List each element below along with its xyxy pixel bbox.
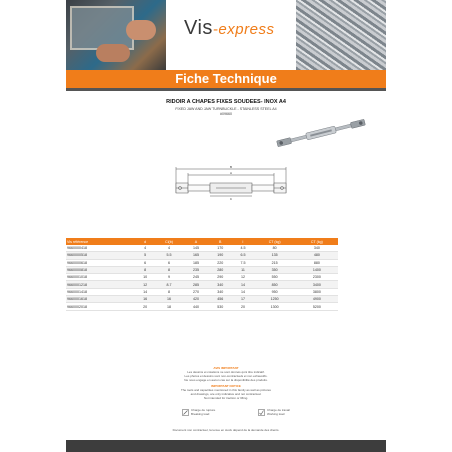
legend-label: Breaking load (191, 412, 210, 416)
notice-line: Ne nous engage en aucun cas sur la disponibilité des produits. (184, 378, 268, 382)
table-cell: 14 (232, 288, 253, 295)
table-cell: 6.5 (232, 252, 253, 259)
legend-breaking-load (182, 408, 215, 416)
legend-label: Working load (267, 412, 285, 416)
table-cell: 285 (184, 281, 208, 288)
table-cell: 6 (136, 259, 154, 266)
table-cell: 14 (232, 281, 253, 288)
column-header: Vis référence (66, 238, 136, 245)
table-cell: 14 (136, 288, 154, 295)
table-row (66, 274, 338, 281)
table-cell: 4900 (296, 296, 338, 303)
table-cell: 145 (184, 245, 208, 252)
footer-bar (66, 440, 386, 452)
table-cell: 190 (208, 252, 232, 259)
column-header: CT (kg) (296, 238, 338, 245)
legend-label: Charge de travail (267, 408, 290, 412)
table-cell: 170 (208, 245, 232, 252)
technical-sheet (66, 0, 386, 452)
notice-line: and drawings, are only indicative and not contractual. (190, 392, 262, 396)
notice-line: Les photos et dessins sont non-contractuels et non exhaustifs. (184, 374, 268, 378)
column-header: A (184, 238, 208, 245)
brand-suffix: -express (212, 21, 275, 38)
notice-line: The tools and capacities mentioned in this family as well as pictures (181, 388, 271, 392)
table-cell: 4.5 (232, 245, 253, 252)
table-cell: 8 (154, 288, 184, 295)
table-cell: 340 (296, 245, 338, 252)
table-row (66, 259, 338, 266)
column-header: d (136, 238, 154, 245)
table-cell: 6 (154, 259, 184, 266)
spec-table (66, 238, 338, 311)
reference-cell: 9660000418 (66, 245, 136, 252)
screws-photo (296, 0, 386, 70)
notice-line: Les dessins et cotations ne sont donnés qu'à titre indicatif. (187, 370, 265, 374)
table-cell: 18 (154, 303, 184, 310)
table-cell: 16 (136, 296, 154, 303)
table-cell: 80 (254, 245, 296, 252)
table-cell: 5200 (296, 303, 338, 310)
table-cell: 3400 (296, 281, 338, 288)
table-cell: 165 (184, 252, 208, 259)
table-cell: 440 (184, 303, 208, 310)
table-cell: 5 (136, 252, 154, 259)
hand (126, 20, 156, 40)
table-cell: 340 (208, 281, 232, 288)
column-header: B (208, 238, 232, 245)
table-cell: 8 (154, 266, 184, 273)
reference-cell: 9660000618 (66, 259, 136, 266)
table-cell: 12 (136, 281, 154, 288)
table-row (66, 296, 338, 303)
table-cell: 270 (184, 288, 208, 295)
table-cell: 7.5 (232, 259, 253, 266)
table-row (66, 288, 338, 295)
table-cell: 1250 (254, 296, 296, 303)
table-cell: 456 (208, 296, 232, 303)
table-cell: 950 (254, 288, 296, 295)
reference-cell: 9660001418 (66, 288, 136, 295)
reference-cell: 9660001618 (66, 296, 136, 303)
product-code: #09660 (220, 112, 232, 116)
table-cell: 480 (296, 252, 338, 259)
footer-disclaimer: Document non contractuel, la tenue en stock dépend de la demande des clients. (172, 428, 280, 432)
dimension-label: A (229, 171, 233, 175)
table-cell: 5.5 (154, 252, 184, 259)
table-cell: 11 (232, 266, 253, 273)
table-cell: 2300 (296, 274, 338, 281)
table-cell: 3800 (296, 288, 338, 295)
notice-en (66, 384, 386, 400)
table-cell: 215 (254, 259, 296, 266)
dimension-label: C (229, 197, 233, 201)
workshop-photo (66, 0, 166, 70)
table-cell: 880 (296, 259, 338, 266)
table-cell: 530 (208, 303, 232, 310)
table-row (66, 281, 338, 288)
table-cell: 420 (184, 296, 208, 303)
hand (96, 44, 130, 62)
column-header: l (232, 238, 253, 245)
table-cell: 10 (136, 274, 154, 281)
section-title: Fiche Technique (175, 71, 277, 86)
technical-drawing (166, 163, 296, 203)
table-cell: 20 (232, 303, 253, 310)
column-header: Cl(b) (154, 238, 184, 245)
table-body (66, 245, 338, 310)
table-row (66, 303, 338, 310)
section-title-bar (66, 70, 386, 88)
table-cell: 8 (136, 266, 154, 273)
notice-fr-heading: AVIS IMPORTANT (213, 366, 239, 370)
table-cell: 20 (136, 303, 154, 310)
header-banner (66, 0, 386, 70)
table-cell: 17 (232, 296, 253, 303)
table-cell: 340 (208, 288, 232, 295)
table-cell: 135 (254, 252, 296, 259)
reference-cell: 9660001218 (66, 281, 136, 288)
table-cell: 850 (254, 281, 296, 288)
table-row (66, 266, 338, 273)
table-cell: 12 (232, 274, 253, 281)
notice-en-heading: IMPORTANT NOTICE (211, 384, 241, 388)
table-cell: 235 (184, 266, 208, 273)
reference-cell: 9660002018 (66, 303, 136, 310)
reference-cell: 9660000818 (66, 266, 136, 273)
turnbuckle-photo (274, 118, 369, 148)
reference-cell: 9660001018 (66, 274, 136, 281)
product-subtitle: FIXED JAW AND JAW TURNBUCKLE - STAINLESS STEEL A4 (175, 107, 277, 111)
table-cell: 1300 (254, 303, 296, 310)
table-cell: 1400 (296, 266, 338, 273)
brand-logo[interactable] (166, 0, 296, 70)
table-cell: 220 (208, 259, 232, 266)
brand-name (184, 17, 274, 40)
table-cell: 185 (184, 259, 208, 266)
legend-label: Charge de rupture (191, 408, 216, 412)
table-cell: 245 (184, 274, 208, 281)
column-header: CT (kg) (254, 238, 296, 245)
table-row (66, 245, 338, 252)
table-cell: 4 (136, 245, 154, 252)
table-cell: 350 (254, 266, 296, 273)
working-load-icon (258, 409, 265, 416)
dimension-label: B (229, 165, 233, 169)
table-cell: 8.7 (154, 281, 184, 288)
reference-cell: 9660000518 (66, 252, 136, 259)
table-cell: 9 (154, 274, 184, 281)
table-cell: 550 (254, 274, 296, 281)
notice-line: Not intended for traction or lifting. (203, 396, 249, 400)
breaking-load-icon (182, 409, 189, 416)
table-cell: 290 (208, 274, 232, 281)
table-row (66, 252, 338, 259)
legend-working-load (258, 408, 290, 416)
product-title: RIDOIR A CHAPES FIXES SOUDEES- INOX A4 (166, 99, 286, 105)
table-cell: 280 (208, 266, 232, 273)
table-header-row (66, 238, 338, 245)
divider (66, 88, 386, 91)
notice-fr (66, 366, 386, 382)
brand-prefix: Vis (184, 17, 213, 39)
table-cell: 16 (154, 296, 184, 303)
table-cell: 4 (154, 245, 184, 252)
